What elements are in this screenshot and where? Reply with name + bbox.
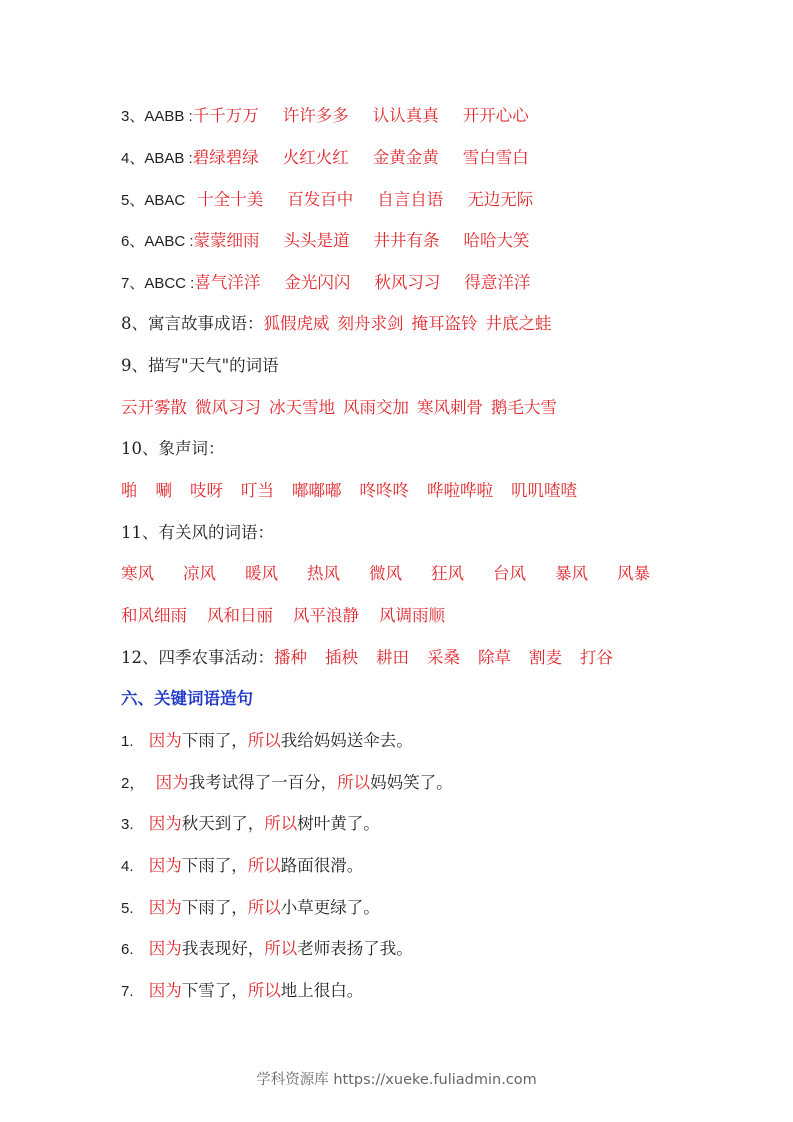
wind-word: 热风 [307,564,340,583]
onomatopoeia-word: 啪 [121,481,138,500]
idiom-line-aabc [121,226,530,256]
farming-word: 耕田 [376,648,409,667]
conjunction-because: 因为 [148,981,182,1000]
sentence-number: 5. [121,900,134,917]
idiom-word: 得意洋洋 [464,273,531,292]
sentence-middle: 下雨了， [181,731,248,750]
idiom-word: 百发百中 [287,190,354,209]
sentence-line [121,768,453,798]
wind-word: 狂风 [431,564,464,583]
idiom-line-abcc [121,268,530,298]
sentence-number: 2， [121,775,145,792]
idiom-word: 十全十美 [197,190,264,209]
sentence-number: 6. [121,941,134,958]
idiom-word: 金光闪闪 [284,273,351,292]
weather-heading: 9、描写"天气"的词语 [121,356,279,375]
sentence-number: 3. [121,816,134,833]
conjunction-so: 所以 [264,814,298,833]
idiom-word: 蒙蒙细雨 [193,231,260,250]
sentence-end: 地上很白。 [280,981,364,1000]
idiom-prefix: 4、ABAB : [121,150,193,167]
idiom-line-aabb [121,101,529,131]
wind-word: 寒风 [121,564,154,583]
onomatopoeia-heading: 10、象声词： [121,439,225,458]
idiom-word: 井井有条 [373,231,440,250]
sentence-line [121,893,380,923]
sentence-middle: 下雨了， [181,898,248,917]
conjunction-because: 因为 [148,814,182,833]
sentence-number: 7. [121,983,134,1000]
sentence-line [121,726,413,756]
sentence-number: 1. [121,733,134,750]
farming-word: 采桑 [427,648,460,667]
wind-word: 风暴 [617,564,650,583]
fable-word: 狐假虎威 [263,314,330,333]
conjunction-because: 因为 [148,856,182,875]
fable-idioms-line [121,309,552,339]
onomatopoeia-word: 唰 [155,481,172,500]
sentence-end: 小草更绿了。 [280,898,380,917]
idiom-line-abac [121,185,533,215]
onomatopoeia-word: 吱呀 [190,481,223,500]
fable-word: 掩耳盗铃 [411,314,478,333]
wind-word: 台风 [493,564,526,583]
conjunction-because: 因为 [148,939,182,958]
wind-word: 暖风 [245,564,278,583]
sentence-middle: 下雪了， [181,981,248,1000]
fable-word: 刻舟求剑 [337,314,404,333]
idiom-word: 自言自语 [377,190,444,209]
idiom-word: 千千万万 [192,106,259,125]
fable-word: 井底之蛙 [485,314,552,333]
farming-word: 播种 [274,648,307,667]
wind-word: 凉风 [183,564,216,583]
wind-words-row1 [121,559,650,589]
idiom-prefix: 7、ABCC : [121,275,195,292]
sentence-middle: 我考试得了一百分， [188,773,338,792]
onomatopoeia-word: 叽叽喳喳 [511,481,577,500]
section-title: 六、关键词语造句 [121,689,253,708]
conjunction-because: 因为 [148,898,182,917]
idiom-prefix: 6、AABC : [121,233,194,250]
wind-word: 微风 [369,564,402,583]
idiom-word: 许许多多 [282,106,349,125]
weather-word: 风雨交加 [343,398,409,417]
sentence-middle: 下雨了， [181,856,248,875]
conjunction-so: 所以 [247,898,281,917]
sentence-line [121,809,380,839]
sentence-end: 路面很滑。 [280,856,364,875]
sentence-line [121,934,413,964]
idiom-prefix: 5、ABAC [121,192,186,209]
footer-watermark: 学科资源库 https://xueke.fuliadmin.com [256,1072,537,1088]
conjunction-so: 所以 [247,731,281,750]
sentence-end: 树叶黄了。 [297,814,380,833]
idiom-word: 火红火红 [282,148,349,167]
fable-prefix: 8、寓言故事成语： [121,314,264,333]
wind-word: 风平浪静 [293,606,359,625]
sentence-end: 妈妈笑了。 [370,773,453,792]
wind-word: 风和日丽 [207,606,273,625]
idiom-word: 无边无际 [467,190,534,209]
wind-word: 风调雨顺 [379,606,445,625]
conjunction-because: 因为 [148,731,182,750]
idiom-prefix: 3、AABB : [121,108,193,125]
wind-words-row2 [121,601,445,631]
idiom-line-abab [121,143,529,173]
sentence-line [121,976,363,1006]
conjunction-so: 所以 [247,856,281,875]
weather-word: 云开雾散 [121,398,187,417]
onomatopoeia-words [121,476,577,506]
sentence-end: 老师表扬了我。 [297,939,413,958]
farming-line [121,643,613,673]
idiom-word: 秋风习习 [374,273,441,292]
idiom-word: 认认真真 [372,106,439,125]
conjunction-because: 因为 [155,773,189,792]
weather-word: 微风习习 [195,398,261,417]
sentence-middle: 秋天到了， [181,814,265,833]
wind-word: 暴风 [555,564,588,583]
idiom-word: 碧绿碧绿 [192,148,259,167]
conjunction-so: 所以 [337,773,371,792]
onomatopoeia-word: 叮当 [241,481,274,500]
farming-word: 除草 [478,648,511,667]
idiom-word: 哈哈大笑 [463,231,530,250]
farming-word: 打谷 [580,648,613,667]
onomatopoeia-word: 哗啦哗啦 [427,481,493,500]
sentence-end: 我给妈妈送伞去。 [280,731,413,750]
farming-prefix: 12、四季农事活动： [121,648,274,667]
idiom-word: 雪白雪白 [462,148,529,167]
sentence-middle: 我表现好， [181,939,265,958]
conjunction-so: 所以 [247,981,281,1000]
onomatopoeia-word: 嘟嘟嘟 [292,481,342,500]
farming-word: 插秧 [325,648,358,667]
sentence-line [121,851,363,881]
wind-heading: 11、有关风的词语： [121,523,274,542]
onomatopoeia-word: 咚咚咚 [359,481,409,500]
farming-word: 割麦 [529,648,562,667]
sentence-number: 4. [121,858,134,875]
idiom-word: 开开心心 [462,106,529,125]
idiom-word: 喜气洋洋 [194,273,261,292]
weather-words [121,393,557,423]
weather-word: 冰天雪地 [269,398,335,417]
conjunction-so: 所以 [264,939,298,958]
weather-word: 鹅毛大雪 [491,398,557,417]
wind-word: 和风细雨 [121,606,187,625]
weather-word: 寒风刺骨 [417,398,483,417]
idiom-word: 头头是道 [283,231,350,250]
idiom-word: 金黄金黄 [372,148,439,167]
